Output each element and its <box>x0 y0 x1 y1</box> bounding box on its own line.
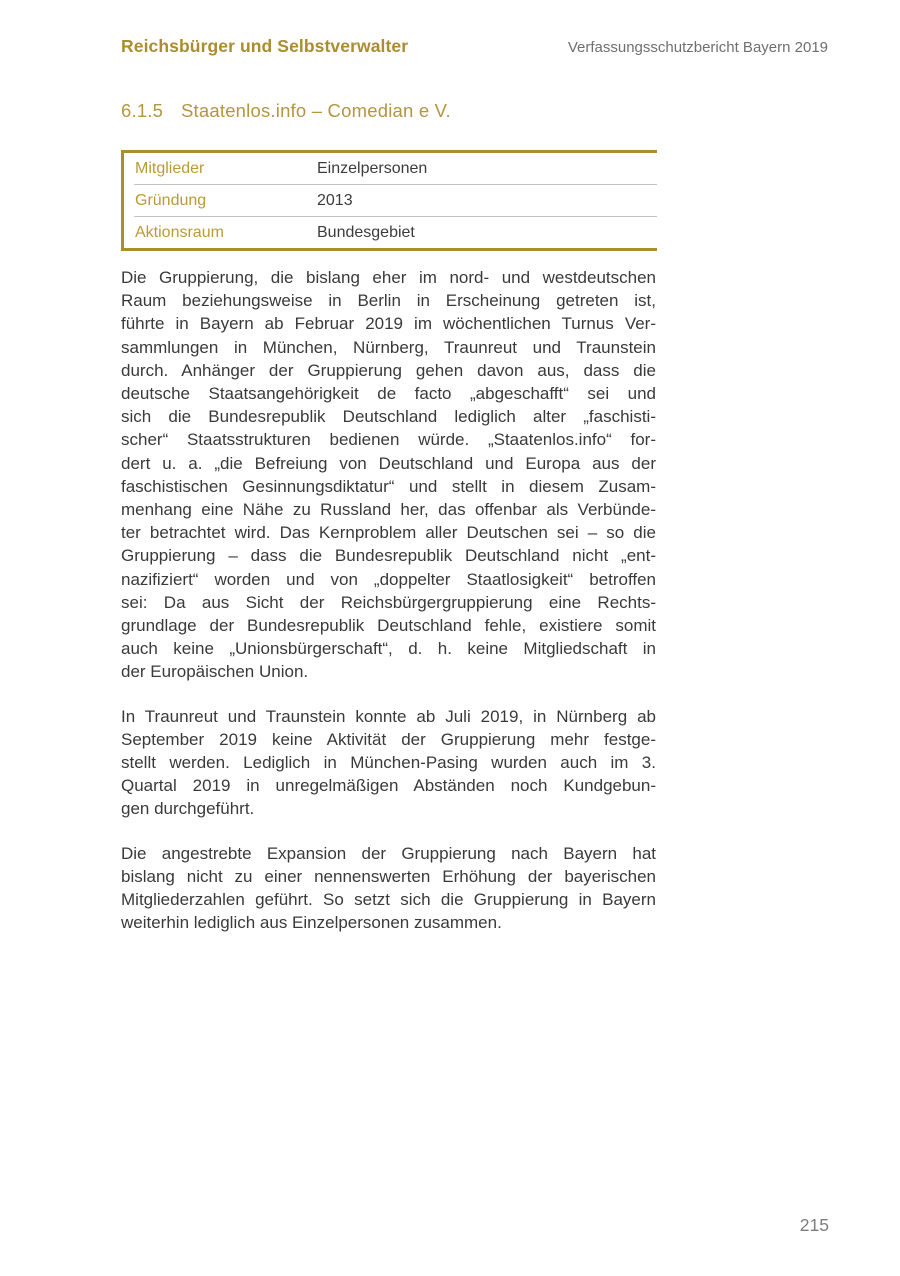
text-line: sammlungen in München, Nürnberg, Traunreut und Traunstein <box>121 337 656 357</box>
table-row <box>124 185 657 216</box>
row-value: 2013 <box>317 191 353 209</box>
text-line: grundlage der Bundesrepublik Deutschland fehle, existiere somit <box>121 616 656 636</box>
paragraph <box>121 705 656 821</box>
row-label: Aktionsraum <box>135 223 224 241</box>
text-line: der Europäischen Union. <box>121 662 309 682</box>
text-line: In Traunreut und Traunstein konnte ab Juli 2019, in Nürnberg ab <box>121 706 656 726</box>
page-number: 215 <box>799 1215 829 1235</box>
text-line: Mitgliederzahlen geführt. So setzt sich die Gruppierung in Bayern <box>121 890 656 910</box>
paragraph <box>121 266 656 684</box>
text-line: Die Gruppierung, die bislang eher im nord- und westdeutschen <box>121 268 656 287</box>
row-value: Einzelpersonen <box>317 159 428 177</box>
table-row <box>124 153 657 184</box>
text-line: Gruppierung – dass die Bundesrepublik Deutschland nicht „ent- <box>121 546 656 566</box>
body-text <box>121 266 656 955</box>
text-line: durch. Anhänger der Gruppierung gehen davon aus, dass die <box>121 360 656 380</box>
report-title: Verfassungsschutzbericht Bayern 2019 <box>567 39 828 56</box>
text-line: weiterhin lediglich aus Einzelpersonen zusammen. <box>121 913 502 933</box>
row-label: Gründung <box>135 191 207 209</box>
section-title: Staatenlos.info – Comedian e V. <box>181 100 451 121</box>
text-line: menhang eine Nähe zu Russland her, das offenbar als Verbünde- <box>121 500 656 520</box>
text-line: gen durchgeführt. <box>121 799 255 819</box>
text-line: sich die Bundesrepublik Deutschland lediglich alter „faschisti- <box>121 407 656 427</box>
paragraph <box>121 842 656 935</box>
row-label: Mitglieder <box>135 159 205 177</box>
infobox-table <box>121 150 657 251</box>
text-line: sei: Da aus Sicht der Reichsbürgergruppierung eine Rechts- <box>121 592 656 612</box>
page-header <box>121 36 828 57</box>
text-line: führte in Bayern ab Februar 2019 im wöchentlichen Turnus Ver- <box>121 314 656 334</box>
text-line: deutsche Staatsangehörigkeit de facto „abgeschafft“ sei und <box>121 384 656 404</box>
text-line: dert u. a. „die Befreiung von Deutschland und Europa aus der <box>121 453 656 473</box>
text-line: faschistischen Gesinnungsdiktatur“ und stellt in diesem Zusam- <box>121 476 656 496</box>
text-line: Quartal 2019 in unregelmäßigen Abständen noch Kundgebun- <box>121 776 656 796</box>
text-line: scher“ Staatsstrukturen bedienen würde. „Staatenlos.info“ for- <box>121 430 656 450</box>
text-line: nazifiziert“ worden und von „doppelter Staatlosigkeit“ betroffen <box>121 569 656 589</box>
row-value: Bundesgebiet <box>317 223 415 241</box>
text-line: Raum beziehungsweise in Berlin in Erscheinung getreten ist, <box>121 291 656 311</box>
text-line: bislang nicht zu einer nennenswerten Erhöhung der bayerischen <box>121 866 656 886</box>
text-line: auch keine „Unionsbürgerschaft“, d. h. keine Mitgliedschaft in <box>121 639 656 659</box>
text-line: ter betrachtet wird. Das Kernproblem aller Deutschen sei – so die <box>121 523 656 543</box>
section-heading <box>121 100 451 122</box>
section-number: 6.1.5 <box>121 100 164 121</box>
text-line: September 2019 keine Aktivität der Gruppierung mehr festge- <box>121 729 656 749</box>
table-row <box>124 217 657 248</box>
chapter-title: Reichsbürger und Selbstverwalter <box>121 36 409 56</box>
text-line: Die angestrebte Expansion der Gruppierung nach Bayern hat <box>121 843 656 863</box>
text-line: stellt werden. Lediglich in München-Pasing wurden auch im 3. <box>121 753 656 773</box>
